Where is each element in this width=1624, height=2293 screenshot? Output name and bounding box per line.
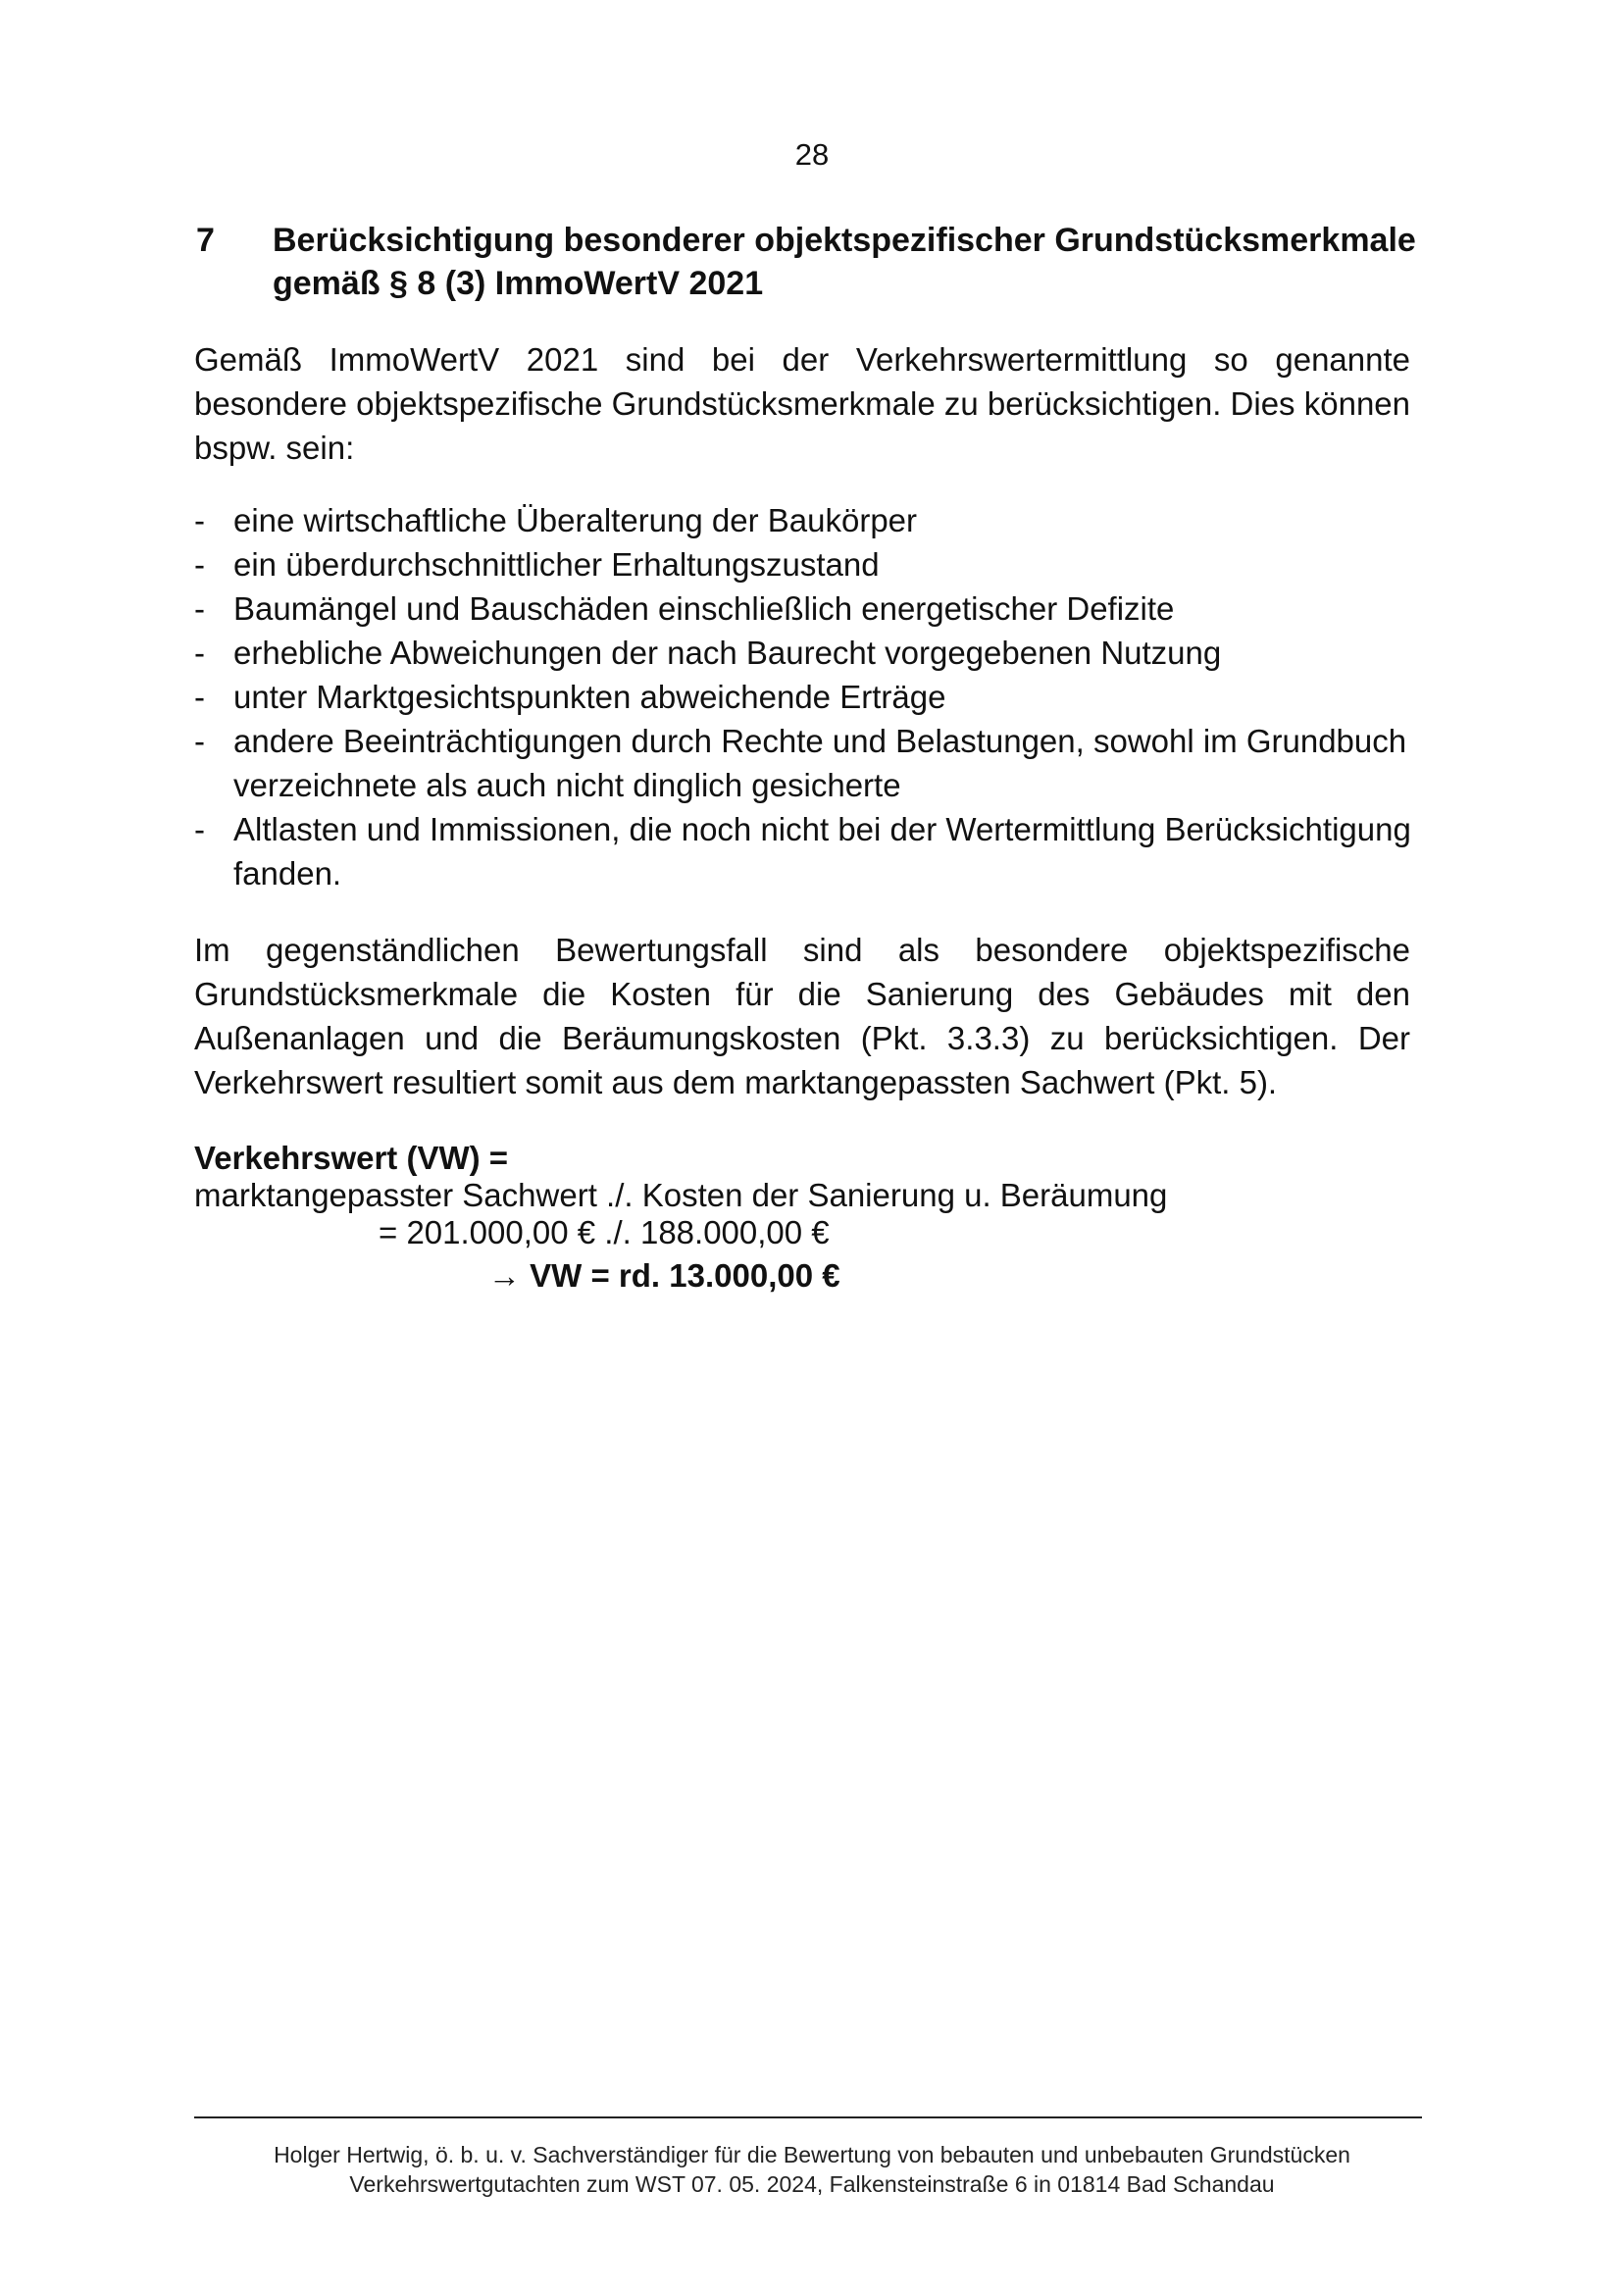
list-item bbox=[194, 542, 1420, 586]
page-number: 28 bbox=[794, 137, 830, 172]
list-item-text: erhebliche Abweichungen der nach Baurecht vorgegebenen Nutzung bbox=[233, 635, 1222, 671]
bullet-marker: - bbox=[194, 723, 205, 759]
section-number: 7 bbox=[196, 222, 215, 259]
list-item bbox=[194, 719, 1420, 807]
list-item bbox=[194, 807, 1420, 895]
section-heading bbox=[196, 219, 1432, 305]
footer-divider bbox=[194, 2116, 1422, 2118]
calculation-values: = 201.000,00 € ./. 188.000,00 € bbox=[379, 1214, 830, 1250]
bullet-marker: - bbox=[194, 811, 205, 847]
calculation-heading: Verkehrswert (VW) = bbox=[194, 1140, 509, 1176]
section-title-line-1: Berücksichtigung besonderer objektspezifischer Grundstücksmerkmale bbox=[273, 222, 1416, 259]
list-item-text: eine wirtschaftliche Überalterung der Baukörper bbox=[233, 502, 918, 538]
bullet-marker: - bbox=[194, 635, 205, 671]
list-item-text: andere Beeinträchtigungen durch Rechte und Belastungen, sowohl im Grundbuch verzeichnete als auch nicht dinglich gesicherte bbox=[233, 723, 1407, 803]
bullet-marker: - bbox=[194, 679, 205, 715]
list-item bbox=[194, 498, 1420, 542]
list-item bbox=[194, 631, 1420, 675]
footer-line-2: Verkehrswertgutachten zum WST 07. 05. 2024, Falkensteinstraße 6 in 01814 Bad Schandau bbox=[349, 2171, 1275, 2197]
calculation-formula: marktangepasster Sachwert ./. Kosten der Sanierung u. Beräumung bbox=[194, 1177, 1168, 1213]
list-item bbox=[194, 586, 1420, 631]
footer-line-1: Holger Hertwig, ö. b. u. v. Sachverständiger für die Bewertung von bebauten und unbebauten Grundstücken bbox=[274, 2142, 1350, 2167]
bullet-marker: - bbox=[194, 590, 205, 627]
list-item bbox=[194, 675, 1420, 719]
valuation-calculation bbox=[194, 1140, 1410, 1295]
list-item-text: Altlasten und Immissionen, die noch nicht bei der Wertermittlung Berücksichtigung fanden. bbox=[233, 811, 1411, 892]
list-item-text: ein überdurchschnittlicher Erhaltungszustand bbox=[233, 546, 880, 583]
bullet-marker: - bbox=[194, 546, 205, 583]
section-title-line-2: gemäß § 8 (3) ImmoWertV 2021 bbox=[273, 265, 764, 302]
page-footer bbox=[0, 2140, 1624, 2199]
list-item-text: unter Marktgesichtspunkten abweichende Erträge bbox=[233, 679, 946, 715]
conclusion-paragraph: Im gegenständlichen Bewertungsfall sind als besondere objektspezifische Grundstücksmerkmale die Kosten für die Sanierung des Gebäudes mit den Außenanlagen und die Beräumungskosten (Pkt. 3.3.3) zu berücksichtigen. Der Verkehrswert resultiert somit aus dem marktangepassten Sachwert (Pkt. 5). bbox=[194, 932, 1410, 1100]
feature-list bbox=[194, 498, 1420, 895]
calculation-result: → VW = rd. 13.000,00 € bbox=[488, 1257, 840, 1294]
intro-paragraph: Gemäß ImmoWertV 2021 sind bei der Verkehrswertermittlung so genannte besondere objektspezifische Grundstücksmerkmale zu berücksichtigen. Dies können bspw. sein: bbox=[194, 341, 1410, 466]
list-item-text: Baumängel und Bauschäden einschließlich energetischer Defizite bbox=[233, 590, 1175, 627]
bullet-marker: - bbox=[194, 502, 205, 538]
